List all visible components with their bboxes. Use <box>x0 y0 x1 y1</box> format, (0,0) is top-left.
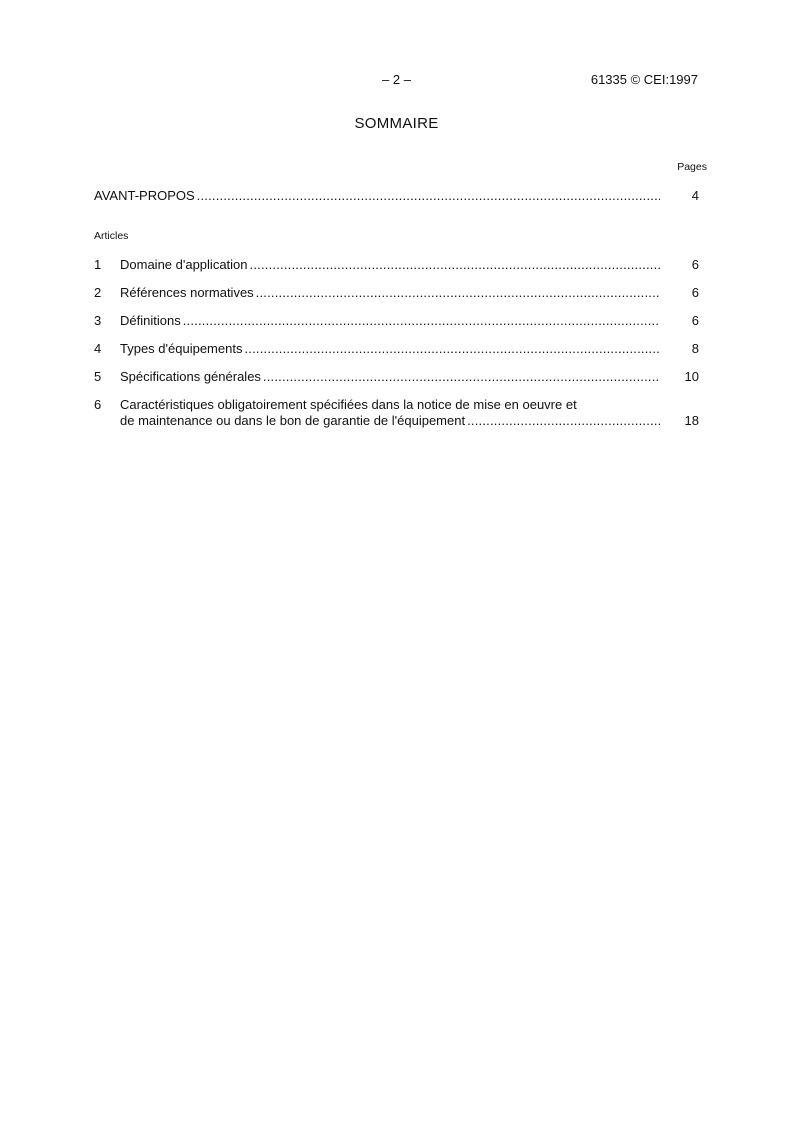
toc-entry-6[interactable] <box>94 397 699 429</box>
toc-entry-foreword[interactable] <box>94 188 699 204</box>
toc-entry-title: Spécifications générales <box>120 369 261 384</box>
toc-entry-number: 5 <box>94 369 102 384</box>
toc-entry-title: AVANT-PROPOS <box>94 188 195 203</box>
toc-entry-2[interactable] <box>94 285 699 301</box>
toc-entry-page: 6 <box>691 313 699 328</box>
toc-entry-number: 4 <box>94 341 102 356</box>
document-id: 61335 © CEI:1997 <box>590 72 698 87</box>
toc-leader-dots <box>467 413 660 429</box>
toc-entry-1[interactable] <box>94 257 699 273</box>
toc-entry-page: 10 <box>684 369 699 384</box>
pages-column-label: Pages <box>677 161 707 173</box>
toc-entry-page: 4 <box>691 188 699 203</box>
toc-entry-number: 2 <box>94 285 102 300</box>
page-number: – 2 – <box>382 72 411 87</box>
toc-entry-title: Domaine d'application <box>120 257 248 272</box>
toc-entry-5[interactable] <box>94 369 699 385</box>
toc-entry-page: 6 <box>691 257 699 272</box>
toc-leader-dots <box>256 285 660 301</box>
toc-leader-dots <box>250 257 660 273</box>
toc-entry-page: 8 <box>691 341 699 356</box>
page-title: SOMMAIRE <box>354 115 439 132</box>
toc-leader-dots <box>197 188 660 204</box>
toc-entry-number: 6 <box>94 397 102 412</box>
toc-leader-dots <box>183 313 660 329</box>
toc-leader-dots <box>263 369 660 385</box>
toc-entry-page: 18 <box>684 413 699 428</box>
articles-label: Articles <box>94 230 129 242</box>
toc-entry-title-line-1: Caractéristiques obligatoirement spécifiées dans la notice de mise en oeuvre et <box>120 397 577 412</box>
toc-entry-number: 1 <box>94 257 102 272</box>
toc-entry-page: 6 <box>691 285 699 300</box>
toc-entry-number: 3 <box>94 313 102 328</box>
toc-entry-4[interactable] <box>94 341 699 357</box>
toc-entry-title-line-2: de maintenance ou dans le bon de garantie de l'équipement <box>120 413 466 428</box>
toc-entry-3[interactable] <box>94 313 699 329</box>
toc-entry-title: Types d'équipements <box>120 341 243 356</box>
toc-entry-title: Références normatives <box>120 285 254 300</box>
toc-leader-dots <box>244 341 660 357</box>
toc-entry-title: Définitions <box>120 313 181 328</box>
